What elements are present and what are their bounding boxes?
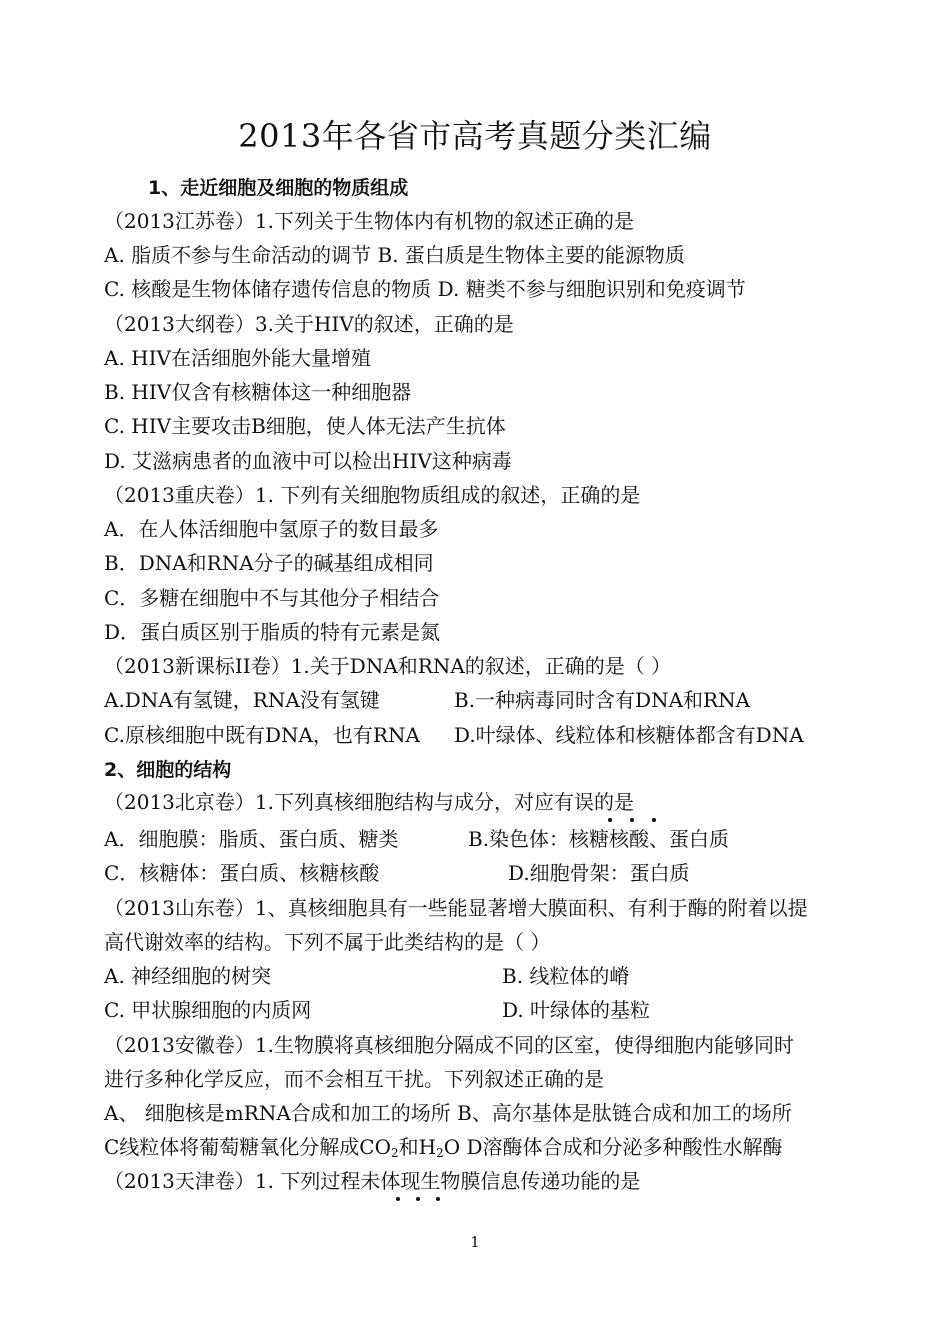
option-right: B. 线粒体的嵴 <box>502 964 630 988</box>
question-line: （2013北京卷）1.下列真核细胞结构与成分，对应有误的是 <box>104 790 634 814</box>
option-line: D．蛋白质区别于脂质的特有元素是氮 <box>104 620 441 644</box>
option-line: D. 艾滋病患者的血液中可以检出HIV这种病毒 <box>104 449 512 473</box>
section-heading-2: 2、细胞的结构 <box>104 759 232 781</box>
option-right: D. 叶绿体的基粒 <box>502 998 651 1022</box>
option-right: D.叶绿体、线粒体和核糖体都含有DNA <box>454 723 804 747</box>
emphasis-dot <box>652 818 656 822</box>
emphasis-dot <box>436 1197 440 1201</box>
emphasis-dots <box>396 1197 456 1203</box>
question-line: 进行多种化学反应，而不会相互干扰。下列叙述正确的是 <box>104 1067 604 1091</box>
option-right: B.一种病毒同时含有DNA和RNA <box>454 688 751 712</box>
option-line: B. HIV仅含有核糖体这一种细胞器 <box>104 380 412 404</box>
question-line: （2013天津卷）1. 下列过程未体现生物膜信息传递功能的是 <box>104 1169 641 1193</box>
question-line: （2013安徽卷）1.生物膜将真核细胞分隔成不同的区室，使得细胞内能够同时 <box>104 1033 794 1057</box>
question-line: （2013重庆卷）1. 下列有关细胞物质组成的叙述，正确的是 <box>104 483 641 507</box>
option-left: C．核糖体：蛋白质、核糖核酸 <box>104 861 380 885</box>
emphasis-dot <box>416 1197 420 1201</box>
question-line: （2013山东卷）1、真核细胞具有一些能显著增大膜面积、有利于酶的附着以提 <box>104 896 808 920</box>
subscript: 2 <box>436 1146 444 1160</box>
page-title: 2013年各省市高考真题分类汇编 <box>238 117 712 155</box>
option-right: B.染色体：核糖核酸、蛋白质 <box>468 827 730 851</box>
question-line: 高代谢效率的结构。下列不属于此类结构的是（ ） <box>104 930 551 954</box>
option-line: C. 核酸是生物体储存遗传信息的物质 D. 糖类不参与细胞识别和免疫调节 <box>104 277 746 301</box>
option-line: B．DNA和RNA分子的碱基组成相同 <box>104 551 434 575</box>
option-left: A．细胞膜：脂质、蛋白质、糖类 <box>104 827 399 851</box>
option-left: A.DNA有氢键，RNA没有氢键 <box>104 688 380 712</box>
question-line: （2013新课标II卷）1.关于DNA和RNA的叙述，正确的是（ ） <box>104 654 672 678</box>
question-line: （2013江苏卷）1.下列关于生物体内有机物的叙述正确的是 <box>104 209 634 233</box>
option-left: C.原核细胞中既有DNA，也有RNA <box>104 723 420 747</box>
emphasis-dot <box>630 818 634 822</box>
formula-text: C线粒体将葡萄糖氧化分解成CO <box>104 1135 392 1159</box>
option-line: A. 脂质不参与生命活动的调节 B. 蛋白质是生物体主要的能源物质 <box>104 243 685 267</box>
emphasis-dot <box>608 818 612 822</box>
formula-text: 和H <box>398 1135 437 1159</box>
option-left: C. 甲状腺细胞的内质网 <box>104 998 312 1022</box>
section-heading-1: 1、走近细胞及细胞的物质组成 <box>148 177 409 199</box>
question-line: （2013大纲卷）3.关于HIV的叙述，正确的是 <box>104 312 514 336</box>
option-line: A. HIV在活细胞外能大量增殖 <box>104 346 371 370</box>
option-line: C. HIV主要攻击B细胞，使人体无法产生抗体 <box>104 414 506 438</box>
formula-text: O D溶酶体合成和分泌多种酸性水解酶 <box>443 1135 783 1159</box>
subscript: 2 <box>391 1146 399 1160</box>
option-right: D.细胞骨架：蛋白质 <box>508 861 690 885</box>
option-left: A. 神经细胞的树突 <box>104 964 272 988</box>
option-line: A．在人体活细胞中氢原子的数目最多 <box>104 517 439 541</box>
emphasis-dot <box>396 1197 400 1201</box>
option-line: A、 细胞核是mRNA合成和加工的场所 B、高尔基体是肽链合成和加工的场所 <box>104 1101 792 1125</box>
emphasis-dots <box>604 818 664 824</box>
option-line-formula <box>104 1134 783 1160</box>
page-number: 1 <box>470 1233 480 1251</box>
option-line: C．多糖在细胞中不与其他分子相结合 <box>104 586 440 610</box>
